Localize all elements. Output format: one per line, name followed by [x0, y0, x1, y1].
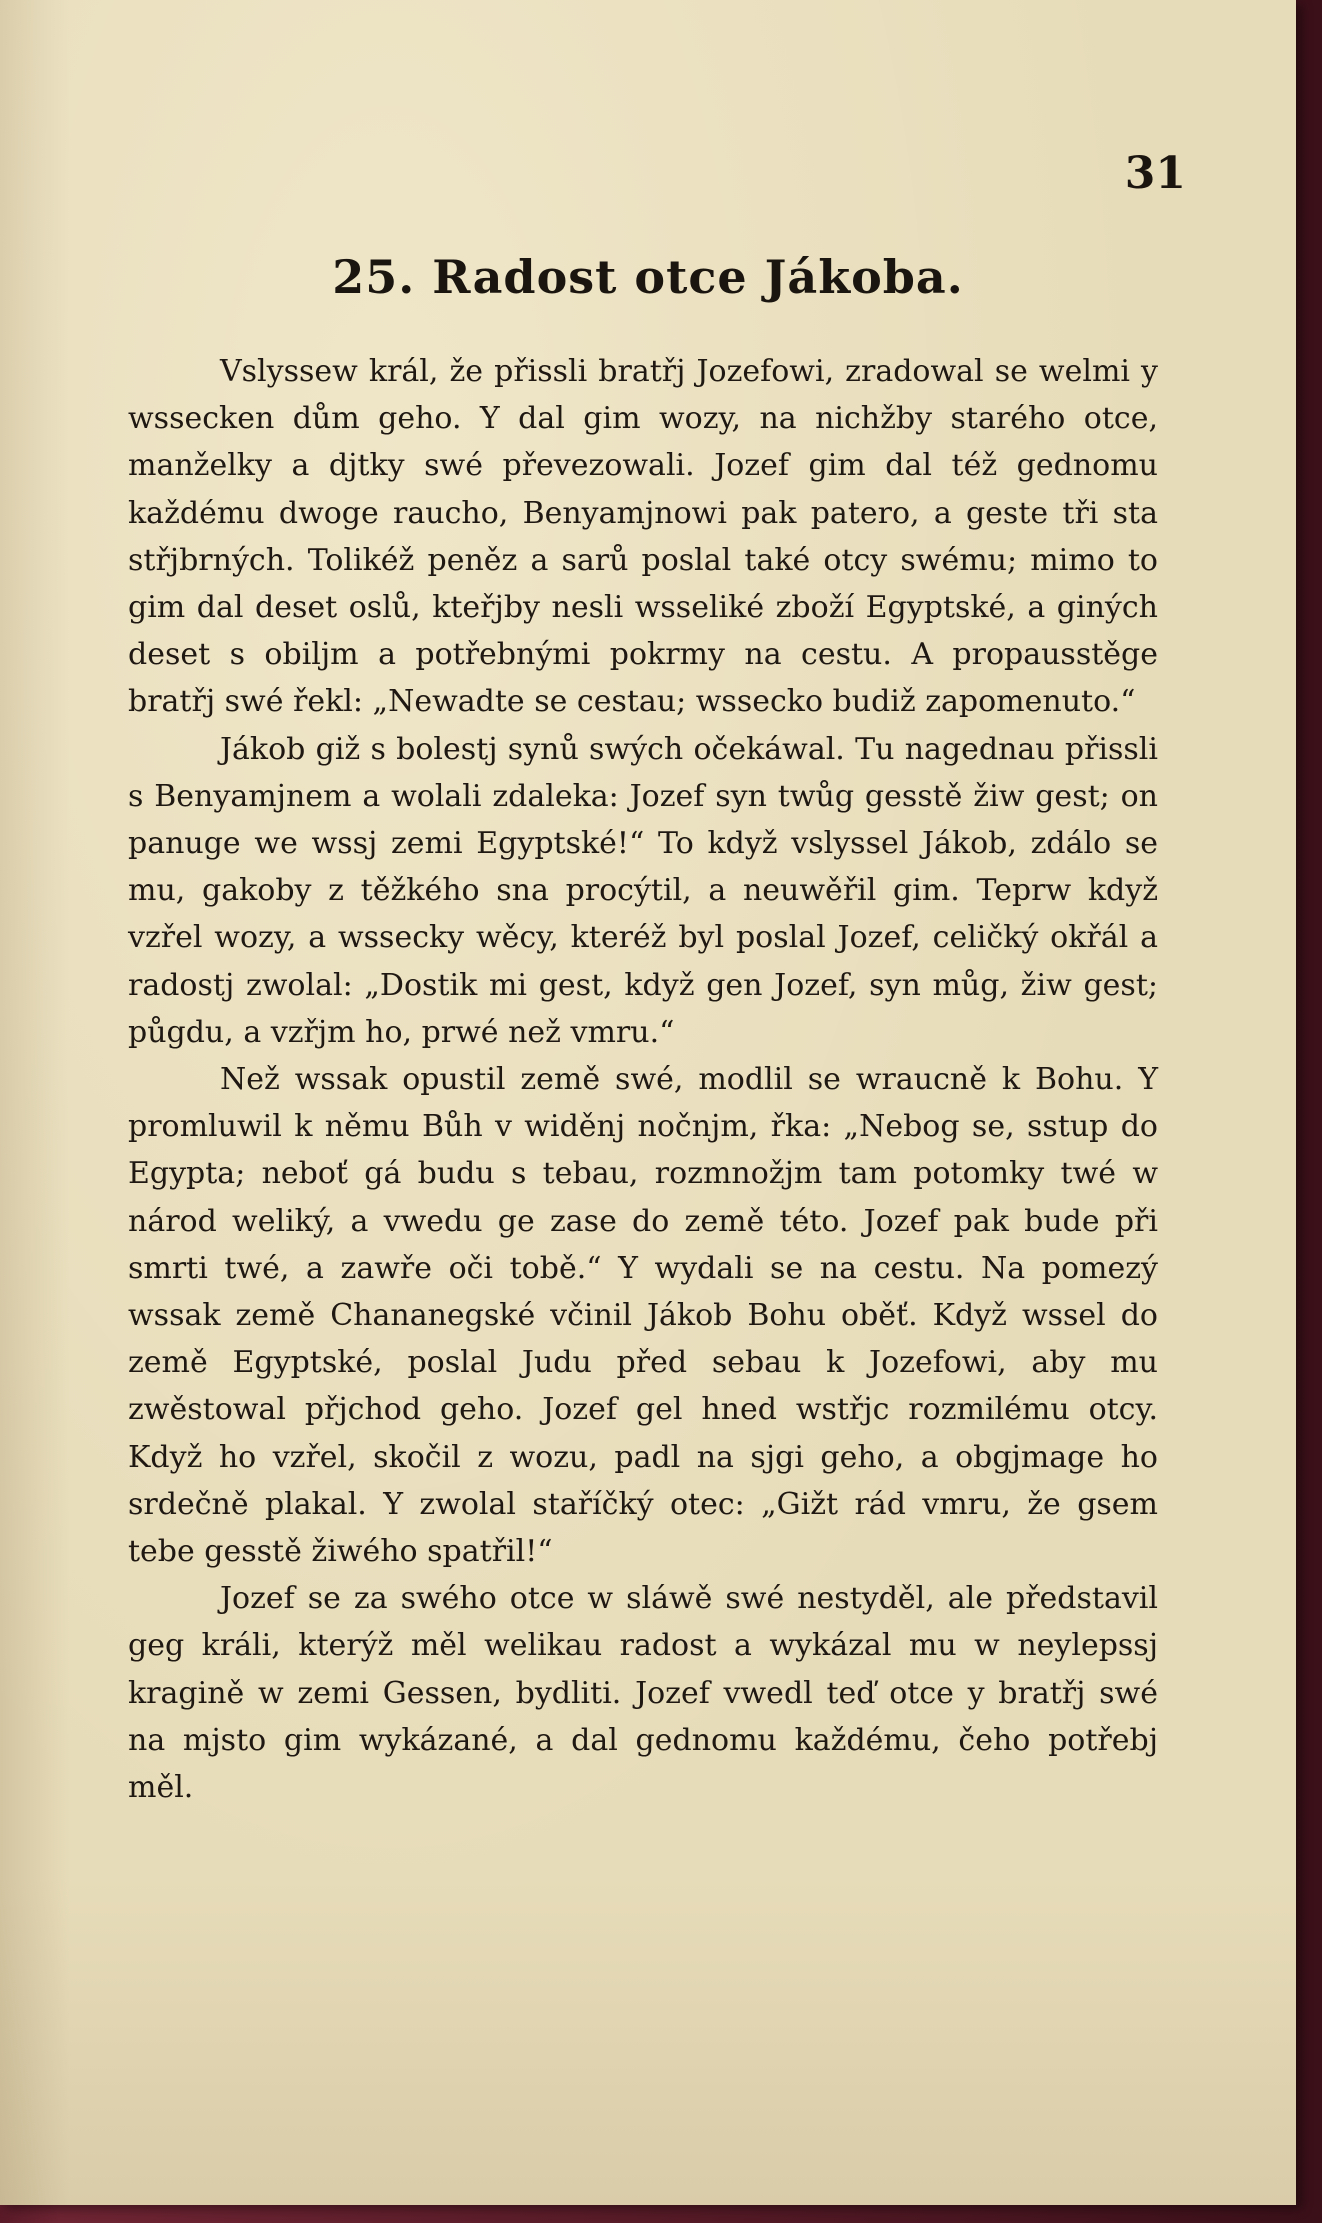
- body-text: [128, 348, 1158, 1811]
- paragraph: Jozef se za swého otce w sláwě swé nestyděl, ale představil geg králi, kterýž měl welikau radost a wykázal mu w neylepssj kragině w zemi Gessen, bydliti. Jozef vwedl teď otce y bratřj swé na mjsto gim wykázané, a dal gednomu každému, čeho potřebj měl.: [128, 1581, 1158, 1806]
- chapter-title: 25. Radost otce Jákoba.: [332, 250, 964, 304]
- paragraph: Jákob giž s bolestj synů swých očekáwal. Tu nagednau přissli s Benyamjnem a wolali zdaleka: Jozef syn twůg gesstě žiw gest; on panuge we wssj zemi Egyptské!“ To když vslyssel Jákob, zdálo se mu, gakoby z těžkého sna procýtil, a neuwěřil gim. Teprw když vzřel wozy, a wssecky wěcy, kteréž byl poslal Jozef, celičký okřál a radostj zwolal: „Dostik mi gest, když gen Jozef, syn můg, žiw gest; půgdu, a vzřjm ho, prwé než vmru.“: [128, 731, 1158, 1050]
- page-number: 31: [1124, 148, 1186, 199]
- paragraph: Než wssak opustil země swé, modlil se wraucně k Bohu. Y promluwil k němu Bůh v widěnj nočnjm, řka: „Nebog se, sstup do Egypta; neboť gá budu s tebau, rozmnožjm tam potomky twé w národ weliký, a vwedu ge zase do země této. Jozef pak bude při smrti twé, a zawře oči tobě.“ Y wydali se na cestu. Na pomezý wssak země Chananegské včinil Jákob Bohu oběť. Když wssel do země Egyptské, poslal Judu před sebau k Jozefowi, aby mu zwěstowal přjchod geho. Jozef gel hned wstřjc rozmilému otcy. Když ho vzřel, skočil z wozu, padl na sjgi geho, a obgjmage ho srdečně plakal. Y zwolal staříčký otec: „Gižt rád vmru, že gsem tebe gesstě žiwého spatřil!“: [128, 1062, 1158, 1570]
- paragraph: Vslyssew král, že přissli bratřj Jozefowi, zradowal se welmi y wssecken dům geho. Y dal gim wozy, na nichžby starého otce, manželky a djtky swé převezowali. Jozef gim dal též gednomu každému dwoge raucho, Benyamjnowi pak patero, a geste tři sta střjbrných. Tolikéž peněz a sarů poslal také otcy swému; mimo to gim dal deset oslů, kteřjby nesli wsseliké zboží Egyptské, a giných deset s obiljm a potřebnými pokrmy na cestu. A propausstěge bratřj swé řekl: „Newadte se cestau; wssecko budiž zapomenuto.“: [128, 354, 1158, 720]
